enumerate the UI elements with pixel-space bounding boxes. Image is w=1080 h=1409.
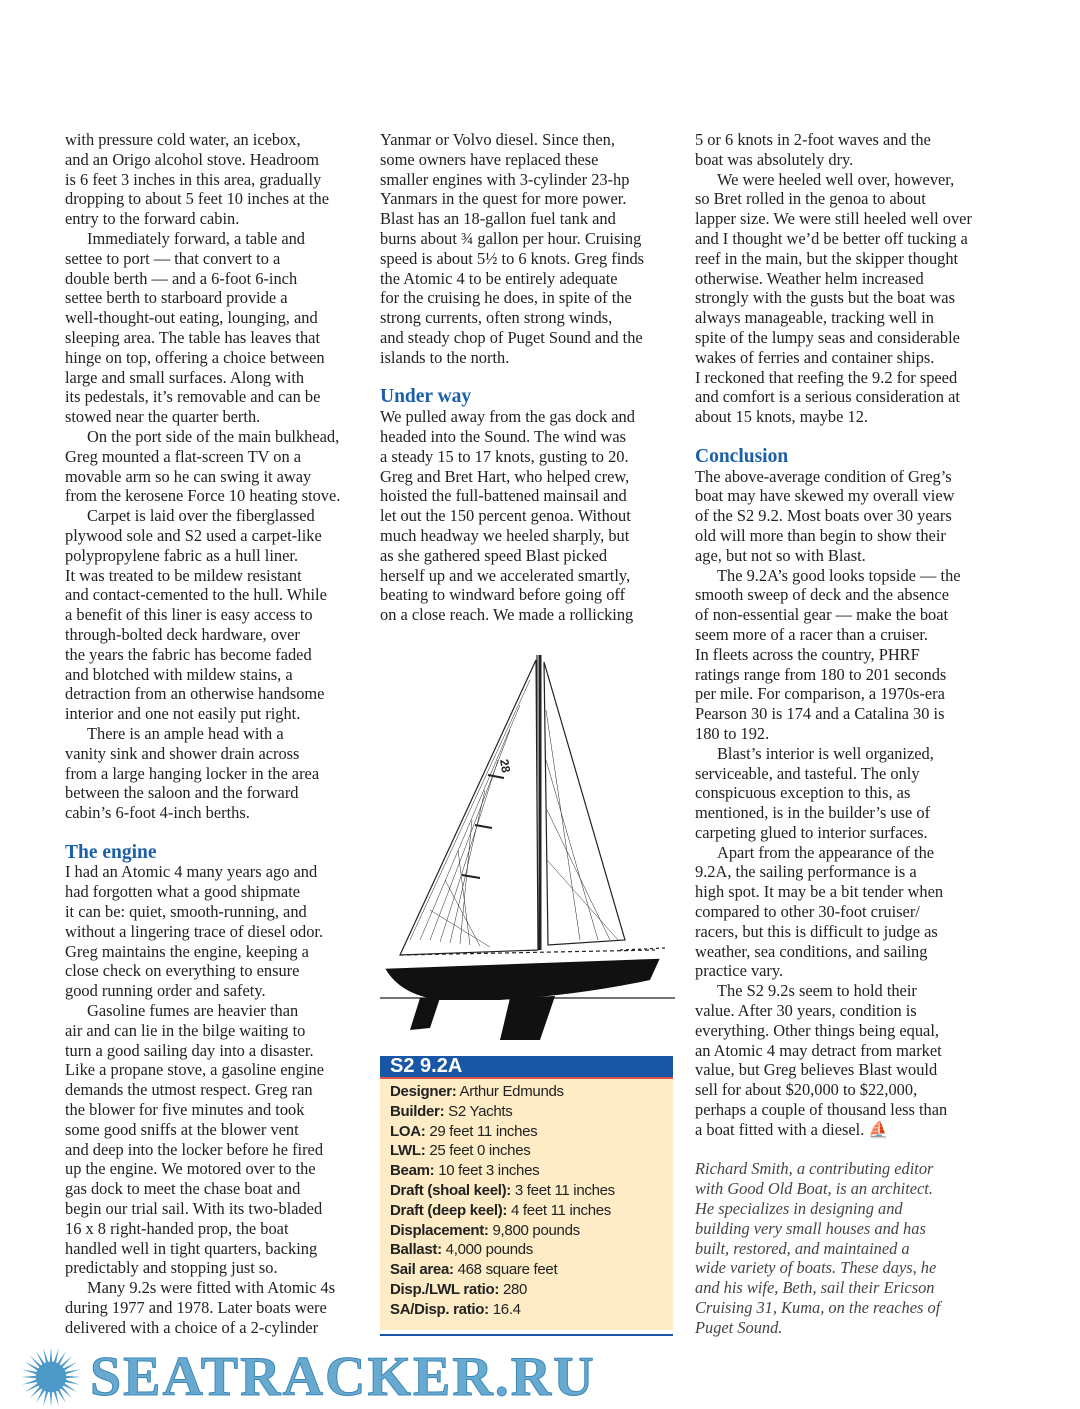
text-line: some owners have replaced these	[380, 149, 599, 169]
text-line: is 6 feet 3 inches in this area, gradually	[65, 169, 322, 189]
text-line: and comfort is a serious consideration at	[695, 387, 960, 407]
text-line: and contact-cemented to the hull. While	[65, 585, 327, 605]
text-line: vanity sink and shower drain across	[65, 743, 300, 763]
text-line: Greg maintains the engine, keeping a	[65, 941, 309, 961]
author-bio-line: Puget Sound.	[695, 1317, 783, 1337]
logo-ray	[22, 1380, 37, 1385]
spec-item	[390, 1300, 663, 1320]
spec-box-title: S2 9.2A	[380, 1056, 673, 1079]
text-line: up the engine. We motored over to the	[65, 1159, 316, 1179]
text-line: the years the fabric has become faded	[65, 644, 312, 664]
spec-label: Designer:	[390, 1083, 457, 1100]
text-line: 9.2A, the sailing performance is a	[695, 862, 917, 882]
text-line: smooth sweep of deck and the absence	[695, 585, 949, 605]
text-line: settee berth to starboard provide a	[65, 288, 288, 308]
text-line: value. After 30 years, condition is	[695, 1001, 917, 1021]
text-line	[65, 823, 365, 843]
spec-label: SA/Disp. ratio:	[390, 1300, 489, 1318]
text-line: age, but not so with Blast.	[695, 545, 866, 565]
text-line: delivered with a choice of a 2-cylinder	[65, 1317, 319, 1337]
text-line: well-thought-out eating, lounging, and	[65, 308, 318, 328]
logo-ray	[25, 1362, 39, 1371]
text-line: a boat fitted with a diesel. ⛵	[695, 1119, 889, 1139]
text-line: compared to other 30-foot cruiser/	[695, 902, 920, 922]
text-line: turn a good sailing day into a disaster.	[65, 1040, 314, 1060]
text-line: Greg mounted a flat-screen TV on a	[65, 446, 302, 466]
text-line: the blower for five minutes and took	[65, 1100, 305, 1120]
text-line: it can be: quiet, smooth-running, and	[65, 902, 307, 922]
spec-value: Arthur Edmunds	[459, 1083, 564, 1100]
text-line: from a large hanging locker in the area	[65, 763, 320, 783]
logo-ray	[50, 1347, 53, 1362]
logo-ray	[54, 1391, 59, 1406]
logo-ray	[65, 1369, 80, 1374]
text-line: without a lingering trace of diesel odor.	[65, 921, 324, 941]
text-line: Immediately forward, a table and	[87, 228, 305, 248]
text-line: There is an ample head with a	[87, 723, 284, 743]
text-line: so Bret rolled in the genoa to about	[695, 189, 926, 209]
text-line: with pressure cold water, an icebox,	[65, 130, 301, 149]
text-line: large and small surfaces. Along with	[65, 367, 305, 387]
author-bio-line: wide variety of boats. These days, he	[695, 1258, 937, 1278]
text-line: much headway we heeled sharply, but	[380, 525, 630, 545]
watermark	[0, 1346, 1080, 1409]
text-line: Carpet is laid over the fiberglassed	[87, 506, 315, 526]
text-line: for the cruising he does, in spite of the	[380, 288, 632, 308]
text-line: seem more of a racer than a cruiser.	[695, 624, 928, 644]
text-line: interior and one not easily put right.	[65, 704, 301, 724]
text-line: had forgotten what a good shipmate	[65, 882, 301, 902]
spec-item	[390, 1141, 663, 1161]
spec-item	[390, 1240, 663, 1260]
text-line: and blotched with mildew stains, a	[65, 664, 293, 684]
text-line: movable arm so he can swing it away	[65, 466, 312, 486]
text-line: I reckoned that reefing the 9.2 for speed	[695, 367, 958, 387]
text-line: entry to the forward cabin.	[65, 209, 240, 229]
text-line: beating to windward before going off	[380, 585, 626, 605]
text-line: predictably and stopping just so.	[65, 1258, 278, 1278]
text-line: We pulled away from the gas dock and	[380, 407, 635, 427]
spec-value: 16.4	[492, 1300, 521, 1318]
text-line: spite of the lumpy seas and considerable	[695, 327, 960, 347]
text-column-3	[695, 130, 995, 1338]
author-bio-line: Cruising 31, Kuma, on the reaches of	[695, 1298, 941, 1318]
text-line: The 9.2A’s good looks topside — the	[717, 565, 961, 585]
text-line: and steady chop of Puget Sound and the	[380, 327, 643, 347]
spec-item	[390, 1102, 663, 1122]
spec-label: Sail area:	[390, 1261, 454, 1279]
text-line: conspicuous exception to this, as	[695, 783, 911, 803]
logo-ray	[63, 1362, 77, 1371]
text-line: smaller engines with 3-cylinder 23-hp	[380, 169, 630, 189]
logo-ray	[54, 1348, 59, 1363]
text-line: old will more than begin to show their	[695, 525, 946, 545]
specifications-box	[380, 1056, 673, 1336]
text-column-1	[65, 130, 365, 1338]
text-line: some good sniffs at the blower vent	[65, 1119, 299, 1139]
text-line: Pearson 30 is 174 and a Catalina 30 is	[695, 704, 945, 724]
text-line: plywood sole and S2 used a carpet-like	[65, 525, 322, 545]
text-line: strong currents, often strong winds,	[380, 308, 613, 328]
text-column-2	[380, 130, 680, 625]
logo-ray	[57, 1389, 66, 1403]
spec-value: 280	[502, 1280, 528, 1298]
text-line: hoisted the full-battened mainsail and	[380, 486, 627, 506]
text-line: strongly with the gusts but the boat was	[695, 288, 955, 308]
text-line: On the port side of the main bulkhead,	[87, 426, 340, 446]
logo-ray	[36, 1389, 45, 1403]
text-line: through-bolted deck hardware, over	[65, 624, 300, 644]
text-line: and I thought we’d be better off tucking a	[695, 228, 968, 248]
text-line: It was treated to be mildew resistant	[65, 565, 302, 585]
text-line: Apart from the appearance of the	[717, 842, 935, 862]
text-line: The above-average condition of Greg’s	[695, 466, 952, 486]
text-line: hinge on top, offering a choice between	[65, 347, 325, 367]
text-line: carpeting glued to interior surfaces.	[695, 822, 928, 842]
spec-item	[390, 1280, 663, 1300]
text-line: high spot. It may be a bit tender when	[695, 882, 944, 902]
text-line: dropping to about 5 feet 10 inches at the	[65, 189, 330, 209]
text-line: I had an Atomic 4 many years ago and	[65, 862, 318, 882]
text-line: headed into the Sound. The wind was	[380, 426, 626, 446]
text-line: of non-essential gear — make the boat	[695, 605, 949, 625]
text-line: wakes of ferries and container ships.	[695, 347, 935, 367]
author-bio-line: with Good Old Boat, is an architect.	[695, 1179, 933, 1199]
text-line: reef in the main, but the skipper thought	[695, 248, 959, 268]
text-line: In fleets across the country, PHRF	[695, 644, 920, 664]
text-line: air and can lie in the bilge waiting to	[65, 1020, 306, 1040]
logo-ray	[43, 1391, 48, 1406]
spec-label: Builder:	[390, 1102, 445, 1120]
text-line: its pedestals, it’s removable and can be	[65, 387, 321, 407]
text-line: ratings range from 180 to 201 seconds	[695, 664, 947, 684]
spec-value: 10 feet 3 inches	[438, 1162, 540, 1180]
text-line: sell for about $20,000 to $22,000,	[695, 1080, 918, 1100]
spec-box-rule	[380, 1334, 673, 1336]
spec-value: 9,800 pounds	[492, 1221, 580, 1239]
spec-item	[390, 1082, 663, 1102]
text-line: always manageable, tracking well in	[695, 308, 934, 328]
text-line: about 15 knots, maybe 12.	[695, 407, 868, 427]
spec-value: 25 feet 0 inches	[429, 1142, 531, 1160]
section-heading: Conclusion	[695, 445, 789, 467]
text-line: Yanmars in the quest for more power.	[380, 189, 627, 209]
text-line: burns about ¾ gallon per hour. Cruising	[380, 228, 642, 248]
text-line: everything. Other things being equal,	[695, 1020, 939, 1040]
author-bio-line: building very small houses and has	[695, 1218, 926, 1238]
text-line: lapper size. We were still heeled well over	[695, 209, 972, 229]
author-bio-line: Richard Smith, a contributing editor	[695, 1159, 934, 1179]
text-line: practice vary.	[695, 961, 784, 981]
text-line: detraction from an otherwise handsome	[65, 684, 325, 704]
text-line: boat may have skewed my overall view	[695, 486, 955, 506]
logo-ray	[60, 1386, 72, 1398]
text-line	[695, 1140, 995, 1160]
logo-ray	[36, 1351, 45, 1365]
text-line: good running order and safety.	[65, 981, 266, 1001]
spec-label: Ballast:	[390, 1241, 442, 1259]
spec-value: 4 feet 11 inches	[511, 1201, 612, 1219]
sunburst-logo-icon	[20, 1346, 82, 1408]
text-line: between the saloon and the forward	[65, 783, 299, 803]
text-line: gas dock to meet the chase boat and	[65, 1179, 301, 1199]
spec-item	[390, 1181, 663, 1201]
spec-item	[390, 1161, 663, 1181]
text-line: boat was absolutely dry.	[695, 149, 854, 169]
logo-ray	[50, 1392, 53, 1407]
spec-item	[390, 1201, 663, 1221]
spec-label: Disp./LWL ratio:	[390, 1280, 500, 1298]
spec-label: LOA:	[390, 1122, 426, 1140]
logo-ray	[25, 1383, 39, 1392]
text-line: The S2 9.2s seem to hold their	[717, 981, 917, 1001]
text-line: double berth — and a 6-foot 6-inch	[65, 268, 298, 288]
author-bio-line: and his wife, Beth, sail their Ericson	[695, 1278, 935, 1298]
author-bio-line: built, restored, and maintained a	[695, 1238, 910, 1258]
spec-value: 4,000 pounds	[445, 1241, 533, 1259]
text-line: serviceable, and tasteful. The only	[695, 763, 920, 783]
text-line: cabin’s 6-foot 4-inch berths.	[65, 803, 250, 823]
text-line: a benefit of this liner is easy access to	[65, 605, 313, 625]
text-line: Blast’s interior is well organized,	[717, 743, 934, 763]
text-line: from the kerosene Force 10 heating stove.	[65, 486, 341, 506]
text-line: demands the utmost respect. Greg ran	[65, 1080, 313, 1100]
text-line: as she gathered speed Blast picked	[380, 545, 608, 565]
text-line: herself up and we accelerated smartly,	[380, 565, 631, 585]
text-line: 16 x 8 right-handed prop, the boat	[65, 1218, 289, 1238]
text-line: close check on everything to ensure	[65, 961, 300, 981]
section-heading: Under way	[380, 386, 472, 408]
spec-item	[390, 1260, 663, 1280]
text-line: Like a propane stove, a gasoline engine	[65, 1060, 324, 1080]
text-line: let out the 150 percent genoa. Without	[380, 506, 631, 526]
text-line: and an Origo alcohol stove. Headroom	[65, 149, 319, 169]
spec-item	[390, 1122, 663, 1142]
text-line: racers, but this is difficult to judge as	[695, 921, 938, 941]
logo-ray	[21, 1376, 36, 1379]
text-line: handled well in tight quarters, backing	[65, 1238, 318, 1258]
text-line: polypropylene fabric as a hull liner.	[65, 545, 299, 565]
logo-ray	[63, 1383, 77, 1392]
text-line	[380, 368, 680, 388]
text-line: settee to port — that convert to a	[65, 248, 281, 268]
text-line	[695, 427, 995, 447]
spec-label: Beam:	[390, 1162, 435, 1180]
logo-ray	[22, 1369, 37, 1374]
spec-list	[380, 1079, 673, 1330]
author-bio-line: He specializes in designing and	[695, 1199, 903, 1219]
text-line: Blast has an 18-gallon fuel tank and	[380, 209, 616, 229]
text-line: per mile. For comparison, a 1970s-era	[695, 684, 945, 704]
text-line: value, but Greg believes Blast would	[695, 1060, 938, 1080]
watermark-text: SEATRACKER.RU	[90, 1346, 596, 1408]
text-line: Gasoline fumes are heavier than	[87, 1001, 299, 1021]
text-line: sleeping area. The table has leaves that	[65, 327, 321, 347]
text-line: otherwise. Weather helm increased	[695, 268, 924, 288]
spec-value: 3 feet 11 inches	[514, 1181, 615, 1199]
text-line: Many 9.2s were fitted with Atomic 4s	[87, 1278, 336, 1298]
spec-label: Draft (deep keel):	[390, 1201, 508, 1219]
text-line: and deep into the locker before he fired	[65, 1139, 324, 1159]
logo-ray	[30, 1386, 42, 1398]
section-heading: The engine	[65, 841, 157, 863]
text-line: speed is about 5½ to 6 knots. Greg finds	[380, 248, 645, 268]
spec-label: Displacement:	[390, 1221, 489, 1239]
logo-ray	[43, 1348, 48, 1363]
text-line: perhaps a couple of thousand less than	[695, 1100, 948, 1120]
text-line: Greg and Bret Hart, who helped crew,	[380, 466, 630, 486]
text-line: during 1977 and 1978. Later boats were	[65, 1298, 327, 1318]
text-line: mentioned, is in the builder’s use of	[695, 803, 931, 823]
text-line: 5 or 6 knots in 2-foot waves and the	[695, 130, 931, 149]
text-line: stowed near the quarter berth.	[65, 407, 261, 427]
text-line: an Atomic 4 may detract from market	[695, 1040, 942, 1060]
spec-label: Draft (shoal keel):	[390, 1181, 511, 1199]
text-line: weather, sea conditions, and sailing	[695, 941, 928, 961]
spec-value: 29 feet 11 inches	[429, 1122, 538, 1140]
sailboat-drawing	[380, 650, 675, 1045]
text-line: 180 to 192.	[695, 723, 770, 743]
spec-item	[390, 1221, 663, 1241]
logo-ray	[30, 1356, 42, 1368]
sail-number: 28	[497, 758, 514, 774]
text-line: We were heeled well over, however,	[717, 169, 955, 189]
logo-ray	[57, 1351, 66, 1365]
logo-ray	[65, 1380, 80, 1385]
logo-ray	[66, 1376, 81, 1379]
text-line: the Atomic 4 to be entirely adequate	[380, 268, 618, 288]
text-line: begin our trial sail. With its two-bladed	[65, 1199, 323, 1219]
text-line: of the S2 9.2. Most boats over 30 years	[695, 506, 952, 526]
text-line: islands to the north.	[380, 347, 510, 367]
spec-value: S2 Yachts	[448, 1102, 513, 1120]
text-line: on a close reach. We made a rollicking	[380, 605, 634, 625]
logo-ray	[60, 1356, 72, 1368]
spec-label: LWL:	[390, 1142, 426, 1160]
spec-value: 468 square feet	[457, 1261, 558, 1279]
text-line: Yanmar or Volvo diesel. Since then,	[380, 130, 615, 149]
text-line: a steady 15 to 17 knots, gusting to 20.	[380, 446, 629, 466]
